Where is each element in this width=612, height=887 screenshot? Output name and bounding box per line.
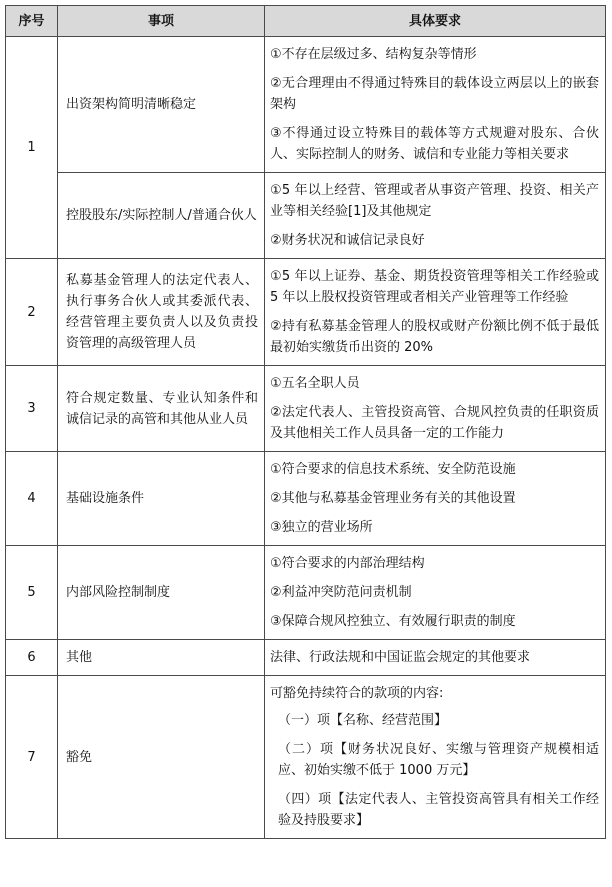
row-item: 私募基金管理人的法定代表人、执行事务合伙人或其委派代表、经营管理主要负责人以及负责投资管理的高级管理人员 <box>58 259 265 366</box>
header-seq: 序号 <box>6 6 58 37</box>
header-row <box>6 6 606 37</box>
table-row <box>6 452 606 546</box>
row-item: 豁免 <box>58 676 265 839</box>
requirement-line: ②法定代表人、主管投资高管、合规风控负责的任职资质及其他相关工作人员具备一定的工作能力 <box>270 405 599 441</box>
row-requirements <box>265 676 606 839</box>
requirement-line: ③不得通过设立特殊目的载体等方式规避对股东、合伙人、实际控制人的财务、诚信和专业能力等相关要求 <box>270 126 599 162</box>
requirement-line: ①符合要求的内部治理结构 <box>270 556 425 571</box>
row-item: 内部风险控制制度 <box>58 546 265 640</box>
row-item: 其他 <box>58 640 265 676</box>
requirement-line: ①5 年以上经营、管理或者从事资产管理、投资、相关产业等相关经验[1]及其他规定 <box>270 183 599 219</box>
row-requirements <box>265 37 606 173</box>
requirement-line: ②无合理理由不得通过特殊目的载体设立两层以上的嵌套架构 <box>270 76 599 112</box>
row-number: 4 <box>6 452 58 546</box>
row-requirements <box>265 452 606 546</box>
row-requirements <box>265 259 606 366</box>
row-requirements <box>265 546 606 640</box>
row-number: 3 <box>6 366 58 452</box>
requirement-line: ②持有私募基金管理人的股权或财产份额比例不低于最低最初始实缴货币出资的 20% <box>270 319 599 355</box>
requirement-line: ①5 年以上证券、基金、期货投资管理等相关工作经验或 5 年以上股权投资管理或者相关产业管理等工作经验 <box>270 269 599 305</box>
requirement-line: ①五名全职人员 <box>270 376 360 391</box>
row-item: 出资架构简明清晰稳定 <box>58 37 265 173</box>
requirement-line: ②财务状况和诚信记录良好 <box>270 233 425 248</box>
requirement-line: ①不存在层级过多、结构复杂等情形 <box>270 47 477 62</box>
requirement-line: ①符合要求的信息技术系统、安全防范设施 <box>270 462 516 477</box>
header-item: 事项 <box>58 6 265 37</box>
row-item: 基础设施条件 <box>58 452 265 546</box>
requirements-table <box>5 5 606 839</box>
requirement-line: （一）项【名称、经营范围】 <box>278 713 448 728</box>
row-item: 符合规定数量、专业认知条件和诚信记录的高管和其他从业人员 <box>58 366 265 452</box>
table-row <box>6 37 606 173</box>
requirement-line: 法律、行政法规和中国证监会规定的其他要求 <box>270 650 531 665</box>
row-number: 6 <box>6 640 58 676</box>
requirement-line: （四）项【法定代表人、主管投资高管具有相关工作经验及持股要求】 <box>278 792 599 828</box>
row-item: 控股股东/实际控制人/普通合伙人 <box>58 173 265 259</box>
requirement-line: 可豁免持续符合的款项的内容: <box>270 686 444 701</box>
table-row <box>6 366 606 452</box>
header-requirement: 具体要求 <box>265 6 606 37</box>
requirement-line: （二）项【财务状况良好、实缴与管理资产规模相适应、初始实缴不低于 1000 万元】 <box>278 742 599 778</box>
table-row <box>6 676 606 839</box>
row-requirements <box>265 640 606 676</box>
row-number: 2 <box>6 259 58 366</box>
requirement-line: ②其他与私募基金管理业务有关的其他设置 <box>270 491 516 506</box>
requirement-line: ②利益冲突防范问责机制 <box>270 585 412 600</box>
requirement-line: ③独立的营业场所 <box>270 520 373 535</box>
table-row <box>6 546 606 640</box>
table-row <box>6 640 606 676</box>
requirement-line: ③保障合规风控独立、有效履行职责的制度 <box>270 614 516 629</box>
row-number: 1 <box>6 37 58 259</box>
row-number: 7 <box>6 676 58 839</box>
row-number: 5 <box>6 546 58 640</box>
row-requirements <box>265 173 606 259</box>
table-row <box>6 173 606 259</box>
row-requirements <box>265 366 606 452</box>
table-row <box>6 259 606 366</box>
